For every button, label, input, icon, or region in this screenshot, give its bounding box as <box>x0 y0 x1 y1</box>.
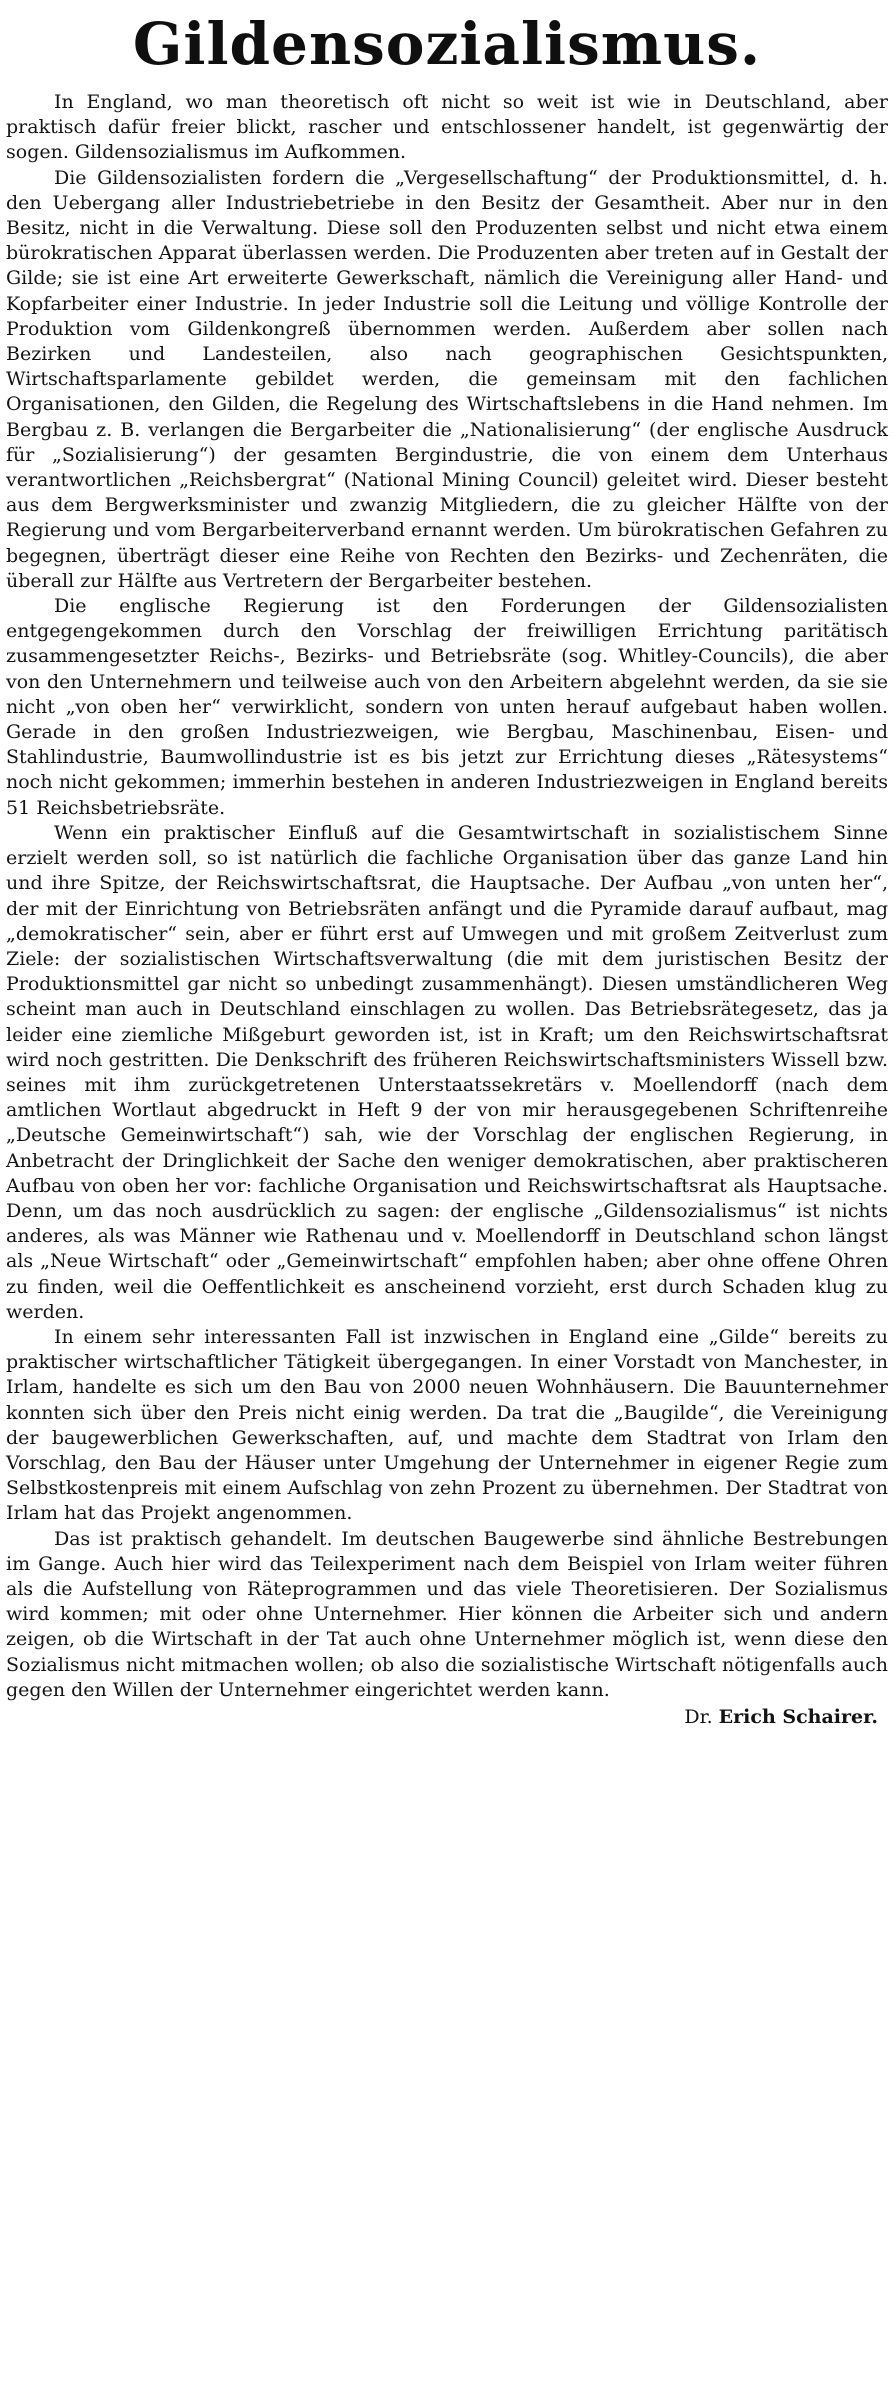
article-title: Gildensozialismus. <box>132 10 762 78</box>
article-paragraph: Wenn ein praktischer Einfluß auf die Gesamtwirtschaft in sozialistischem Sinne erzielt werden soll, so ist natürlich die fachliche Organisation über das ganze Land hin und ihre Spitze, der Reichswirtschaftsrat, die Hauptsache. Der Aufbau „von unten her“, der mit der Einrichtung von Betriebsräten anfängt und die Pyramide darauf aufbaut, mag „demokratischer“ sein, aber er führt erst auf Umwegen und mit großem Zeitverlust zum Ziele: der sozialistischen Wirtschaftsverwaltung (die mit dem juristischen Besitz der Produktionsmittel gar nicht so unbedingt zusammenhängt). Diesen umständlicheren Weg scheint man auch in Deutschland einschlagen zu wollen. Das Betriebsrätegesetz, das ja leider eine ziemliche Mißgeburt geworden ist, ist in Kraft; um den Reichswirtschaftsrat wird noch gestritten. Die Denkschrift des früheren Reichswirtschaftsministers Wissell bzw. seines mit ihm zurückgetretenen Unterstaatssekretärs v. Moellendorff (nach dem amtlichen Wortlaut abgedruckt in Heft 9 der von mir herausgegebenen Schriftenreihe „Deutsche Gemeinwirtschaft“) sah, wie der Vorschlag der englischen Regierung, in Anbetracht der Dringlichkeit der Sache den weniger demokratischen, aber praktischeren Aufbau von oben her vor: fachliche Organisation und Reichswirtschaftsrat als Hauptsache. Denn, um das noch ausdrücklich zu sagen: der englische „Gildensozialismus“ ist nichts anderes, als was Männer wie Rathenau und v. Moellendorff in Deutschland schon längst als „Neue Wirtschaft“ oder „Gemeinwirtschaft“ empfohlen haben; aber ohne offene Ohren zu finden, weil die Oeffentlichkeit es anscheinend vorzieht, erst durch Schaden klug zu werden. <box>6 821 888 1323</box>
author-signature <box>6 1705 888 1730</box>
article-paragraph: Die englische Regierung ist den Forderungen der Gildensozialisten entgegengekommen durch den Vorschlag der freiwilligen Errichtung paritätisch zusammengesetzter Reichs-, Bezirks- und Betriebsräte (sog. Whitley-Councils), die aber von den Unternehmern und teilweise auch von den Arbeitern abgelehnt werden, da sie sie nicht „von oben her“ verwirklicht, sondern von unten herauf aufgebaut haben wollen. Gerade in den großen Industriezweigen, wie Bergbau, Maschinenbau, Eisen- und Stahlindustrie, Baumwollindustrie ist es bis jetzt zur Errichtung dieses „Rätesystems“ noch nicht gekommen; immerhin bestehen in anderen Industriezweigen in England bereits 51 Reichsbetriebsräte. <box>6 595 888 819</box>
author-title: Dr. <box>684 1706 713 1728</box>
article-paragraph: Das ist praktisch gehandelt. Im deutschen Baugewerbe sind ähnliche Bestrebungen im Gange. Auch hier wird das Teilexperiment nach dem Beispiel von Irlam weiter führen als die Aufstellung von Räteprogrammen und das viele Theoretisieren. Der Sozialismus wird kommen; mit oder ohne Unternehmer. Hier können die Arbeiter sich und andern zeigen, ob die Wirtschaft in der Tat auch ohne Unternehmer möglich ist, wenn diese den Sozialismus nicht mitmachen wollen; ob also die sozialistische Wirtschaft nötigenfalls auch gegen den Willen der Unternehmer eingerichtet werden kann. <box>6 1527 888 1701</box>
article-paragraph: In einem sehr interessanten Fall ist inzwischen in England eine „Gilde“ bereits zu praktischer wirtschaftlicher Tätigkeit übergegangen. In einer Vorstadt von Manchester, in Irlam, handelte es sich um den Bau von 2000 neuen Wohnhäusern. Die Bauunternehmer konnten sich über den Preis nicht einig werden. Da trat die „Baugilde“, die Vereinigung der baugewerblichen Gewerkschaften, auf, und machte dem Stadtrat von Irlam den Vorschlag, den Bau der Häuser unter Umgehung der Unternehmer in eigener Regie zum Selbstkostenpreis mit einem Aufschlag von zehn Prozent zu übernehmen. Der Stadtrat von Irlam hat das Projekt angenommen. <box>6 1325 888 1525</box>
article-paragraph: Die Gildensozialisten fordern die „Vergesellschaftung“ der Produktionsmittel, d. h. den Uebergang aller Industriebetriebe in den Besitz der Gesamtheit. Aber nur in den Besitz, nicht in die Verwaltung. Diese soll den Produzenten selbst und nicht etwa einem bürokratischen Apparat überlassen werden. Die Produzenten aber treten auf in Gestalt der Gilde; sie ist eine Art erweiterte Gewerkschaft, nämlich die Vereinigung aller Hand- und Kopfarbeiter einer Industrie. In jeder Industrie soll die Leitung und völlige Kontrolle der Produktion vom Gildenkongreß übernommen werden. Außerdem aber sollen nach Bezirken und Landesteilen, also nach geographischen Gesichtspunkten, Wirtschaftsparlamente gebildet werden, die gemeinsam mit den fachlichen Organisationen, den Gilden, die Regelung des Wirtschaftslebens in die Hand nehmen. Im Bergbau z. B. verlangen die Bergarbeiter die „Nationalisierung“ (der englische Ausdruck für „Sozialisierung“) der gesamten Bergindustrie, die von einem dem Unterhaus verantwortlichen „Reichsbergrat“ (National Mining Council) geleitet wird. Dieser besteht aus dem Bergwerksminister und zwanzig Mitgliedern, die zu gleicher Hälfte von der Regierung und vom Bergarbeiterverband ernannt werden. Um bürokratischen Gefahren zu begegnen, überträgt dieser eine Reihe von Rechten den Bezirks- und Zechenräten, die überall zur Hälfte aus Vertretern der Bergarbeiter bestehen. <box>6 166 888 592</box>
article-body <box>6 90 888 1703</box>
author-name: Erich Schairer. <box>718 1706 878 1728</box>
article-paragraph: In England, wo man theoretisch oft nicht so weit ist wie in Deutschland, aber praktisch dafür freier blickt, rascher und entschlossener handelt, ist gegenwärtig der sogen. Gildensozialismus im Aufkommen. <box>6 91 888 164</box>
